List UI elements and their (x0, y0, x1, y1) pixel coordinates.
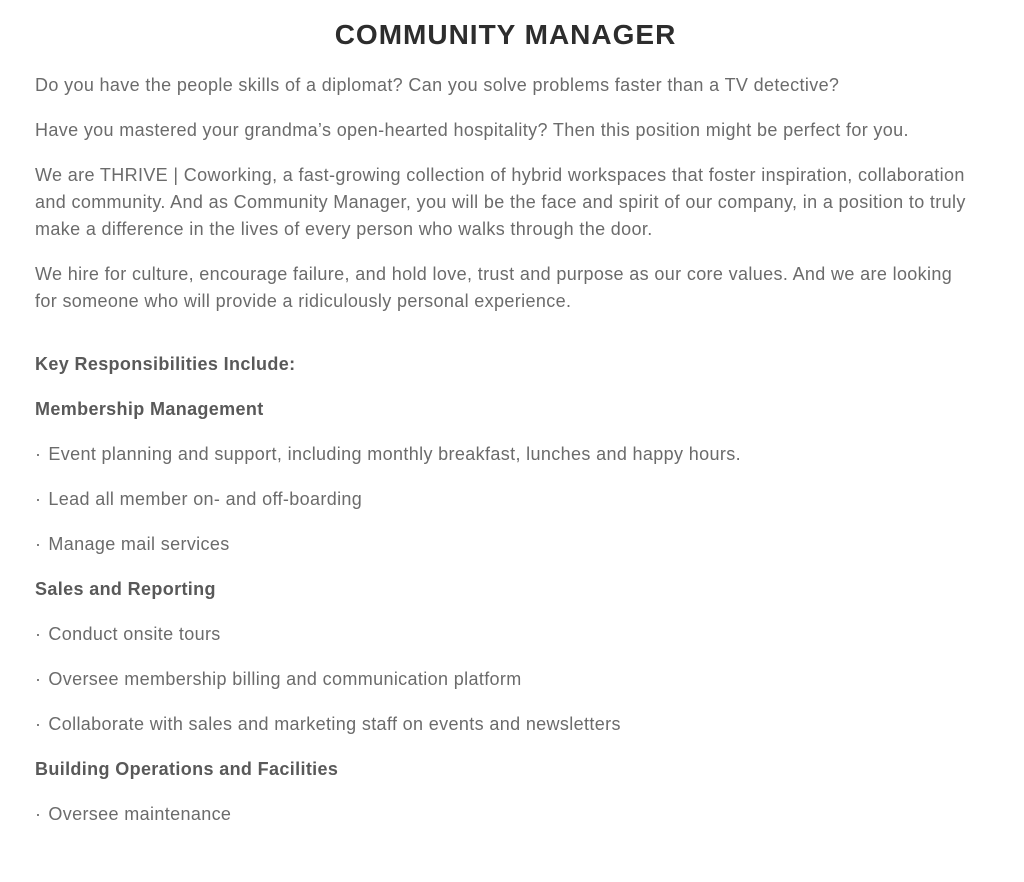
bullet-text: Event planning and support, including monthly breakfast, lunches and happy hours. (48, 444, 741, 464)
intro-paragraph-3: We are THRIVE | Coworking, a fast-growing collection of hybrid workspaces that foster inspiration, collaboration and community. And as Community Manager, you will be the face and spirit of our company, in a position to truly make a difference in the lives of every person who walks through the door. (35, 165, 966, 239)
bullet-dot: · (35, 489, 42, 509)
section-heading-membership-management: Membership Management (35, 399, 264, 419)
bullet-text: Manage mail services (48, 534, 230, 554)
bullet-item-onsite-tours (35, 621, 976, 648)
bullet-item-event-planning (35, 441, 976, 468)
intro-paragraph-2: Have you mastered your grandma’s open-hearted hospitality? Then this position might be perfect for you. (35, 120, 909, 140)
bullet-dot: · (35, 669, 42, 689)
section-heading-building-operations: Building Operations and Facilities (35, 759, 339, 779)
bullet-dot: · (35, 444, 42, 464)
bullet-item-onboarding (35, 486, 976, 513)
section-heading-key-responsibilities: Key Responsibilities Include: (35, 354, 296, 374)
bullet-dot: · (35, 804, 42, 824)
bullet-item-oversee-maintenance (35, 801, 976, 828)
bullet-text: Collaborate with sales and marketing staff on events and newsletters (48, 714, 621, 734)
bullet-dot: · (35, 714, 42, 734)
bullet-text: Oversee membership billing and communication platform (48, 669, 522, 689)
bullet-item-collaborate-marketing (35, 711, 976, 738)
page-title: COMMUNITY MANAGER (334, 19, 677, 50)
bullet-text: Lead all member on- and off-boarding (48, 489, 363, 509)
intro-paragraph-1: Do you have the people skills of a diplomat? Can you solve problems faster than a TV detective? (35, 75, 840, 95)
bullet-text: Conduct onsite tours (48, 624, 221, 644)
bullet-text: Oversee maintenance (48, 804, 232, 824)
bullet-item-membership-billing (35, 666, 976, 693)
bullet-item-mail-services (35, 531, 976, 558)
section-heading-sales-and-reporting: Sales and Reporting (35, 579, 216, 599)
bullet-dot: · (35, 624, 42, 644)
intro-paragraph-4: We hire for culture, encourage failure, and hold love, trust and purpose as our core values. And we are looking for someone who will provide a ridiculously personal experience. (35, 264, 953, 311)
bullet-dot: · (35, 534, 42, 554)
